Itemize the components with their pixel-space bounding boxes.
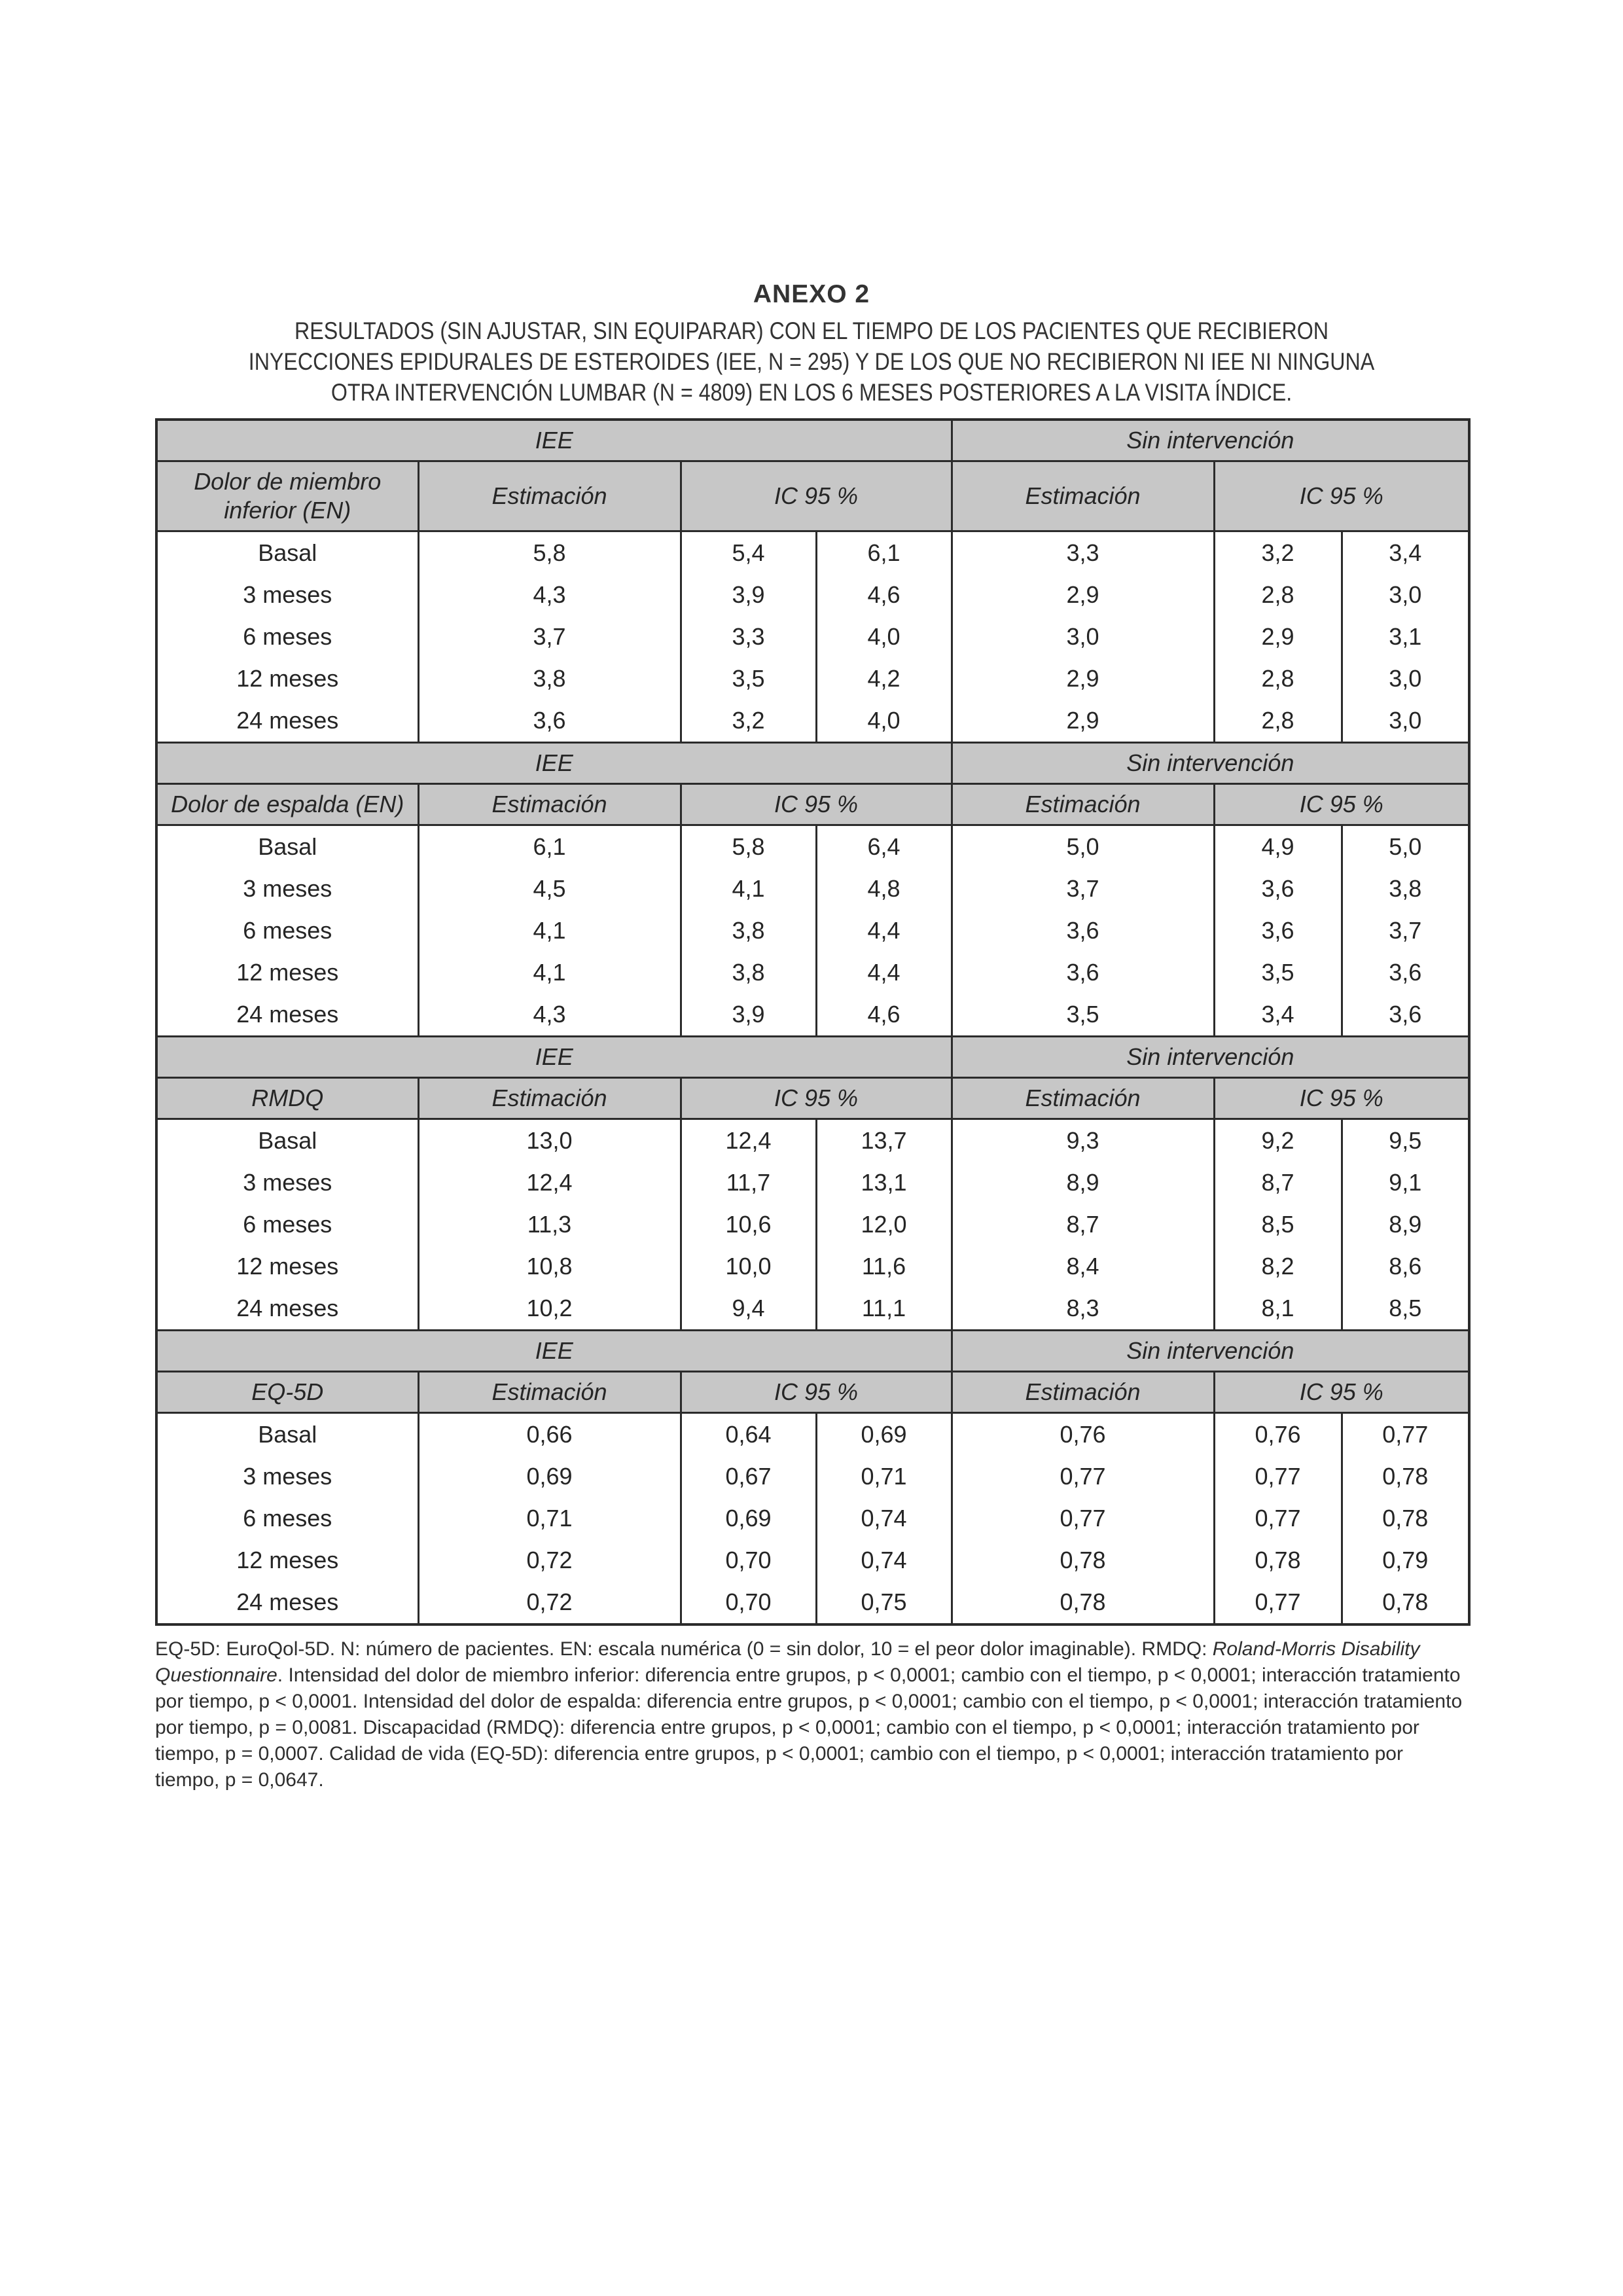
- column-header-row: [156, 784, 1469, 825]
- value-cell: 12,0: [816, 1204, 952, 1246]
- value-cell: 3,0: [1342, 574, 1469, 616]
- estimate-header-no-intervention: Estimación: [952, 1078, 1214, 1119]
- value-cell: 8,3: [952, 1287, 1214, 1331]
- value-cell: 0,67: [681, 1456, 816, 1498]
- value-cell: 0,77: [952, 1456, 1214, 1498]
- value-cell: 4,1: [418, 952, 681, 994]
- value-cell: 0,78: [1342, 1581, 1469, 1624]
- value-cell: 11,7: [681, 1162, 816, 1204]
- value-cell: 2,9: [952, 658, 1214, 700]
- ci-header-no-intervention: IC 95 %: [1214, 1078, 1469, 1119]
- group-header-row: [156, 743, 1469, 784]
- value-cell: 2,9: [952, 700, 1214, 743]
- value-cell: 0,78: [952, 1539, 1214, 1581]
- value-cell: 3,0: [1342, 700, 1469, 743]
- group-header-row: [156, 420, 1469, 461]
- data-row: [156, 1539, 1469, 1581]
- group-header-sin-intervencion: Sin intervención: [952, 743, 1469, 784]
- value-cell: 3,8: [418, 658, 681, 700]
- estimate-header-no-intervention: Estimación: [952, 784, 1214, 825]
- value-cell: 12,4: [418, 1162, 681, 1204]
- group-header-sin-intervencion: Sin intervención: [952, 1037, 1469, 1078]
- value-cell: 8,6: [1342, 1246, 1469, 1287]
- ci-header-no-intervention: IC 95 %: [1214, 1372, 1469, 1413]
- value-cell: 3,2: [1214, 531, 1342, 575]
- value-cell: 2,8: [1214, 574, 1342, 616]
- value-cell: 3,8: [1342, 868, 1469, 910]
- value-cell: 3,6: [1214, 868, 1342, 910]
- data-row: [156, 1581, 1469, 1624]
- value-cell: 0,72: [418, 1581, 681, 1624]
- group-header-sin-intervencion: Sin intervención: [952, 1331, 1469, 1372]
- table-footnote: [155, 1636, 1468, 1793]
- value-cell: 9,4: [681, 1287, 816, 1331]
- value-cell: 10,8: [418, 1246, 681, 1287]
- value-cell: 0,66: [418, 1413, 681, 1456]
- value-cell: 8,4: [952, 1246, 1214, 1287]
- data-row: [156, 574, 1469, 616]
- value-cell: 3,6: [1342, 952, 1469, 994]
- value-cell: 0,71: [816, 1456, 952, 1498]
- data-row: [156, 952, 1469, 994]
- value-cell: 3,3: [952, 531, 1214, 575]
- group-header-iee: IEE: [156, 1331, 952, 1372]
- value-cell: 0,78: [1342, 1456, 1469, 1498]
- estimate-header-no-intervention: Estimación: [952, 1372, 1214, 1413]
- value-cell: 4,5: [418, 868, 681, 910]
- value-cell: 3,6: [952, 952, 1214, 994]
- ci-header-iee: IC 95 %: [681, 1078, 952, 1119]
- timepoint-label: 3 meses: [156, 1162, 418, 1204]
- value-cell: 8,5: [1342, 1287, 1469, 1331]
- value-cell: 3,6: [1342, 994, 1469, 1037]
- value-cell: 4,0: [816, 616, 952, 658]
- timepoint-label: 3 meses: [156, 868, 418, 910]
- group-header-row: [156, 1331, 1469, 1372]
- group-header-row: [156, 1037, 1469, 1078]
- value-cell: 10,0: [681, 1246, 816, 1287]
- value-cell: 4,4: [816, 910, 952, 952]
- value-cell: 8,2: [1214, 1246, 1342, 1287]
- ci-header-no-intervention: IC 95 %: [1214, 784, 1469, 825]
- value-cell: 3,8: [681, 952, 816, 994]
- value-cell: 0,76: [952, 1413, 1214, 1456]
- value-cell: 3,7: [952, 868, 1214, 910]
- value-cell: 0,79: [1342, 1539, 1469, 1581]
- value-cell: 0,78: [952, 1581, 1214, 1624]
- value-cell: 0,78: [1342, 1498, 1469, 1539]
- value-cell: 0,69: [418, 1456, 681, 1498]
- value-cell: 4,1: [681, 868, 816, 910]
- value-cell: 6,1: [418, 825, 681, 869]
- timepoint-label: 12 meses: [156, 1539, 418, 1581]
- value-cell: 4,8: [816, 868, 952, 910]
- timepoint-label: 6 meses: [156, 1204, 418, 1246]
- value-cell: 3,2: [681, 700, 816, 743]
- timepoint-label: 3 meses: [156, 574, 418, 616]
- value-cell: 0,78: [1214, 1539, 1342, 1581]
- footnote-text-1: EQ-5D: EuroQol-5D. N: número de pacientes. EN: escala numérica (0 = sin dolor, 10 = el peor dolor imaginable). RMDQ:: [155, 1638, 1213, 1660]
- value-cell: 8,5: [1214, 1204, 1342, 1246]
- value-cell: 3,7: [418, 616, 681, 658]
- value-cell: 10,2: [418, 1287, 681, 1331]
- value-cell: 3,0: [952, 616, 1214, 658]
- timepoint-label: 6 meses: [156, 616, 418, 658]
- data-row: [156, 994, 1469, 1037]
- value-cell: 3,5: [952, 994, 1214, 1037]
- value-cell: 12,4: [681, 1119, 816, 1162]
- value-cell: 4,2: [816, 658, 952, 700]
- value-cell: 0,70: [681, 1581, 816, 1624]
- value-cell: 0,74: [816, 1498, 952, 1539]
- data-row: [156, 1413, 1469, 1456]
- group-header-sin-intervencion: Sin intervención: [952, 420, 1469, 461]
- value-cell: 0,74: [816, 1539, 952, 1581]
- estimate-header-iee: Estimación: [418, 784, 681, 825]
- ci-header-iee: IC 95 %: [681, 1372, 952, 1413]
- value-cell: 0,77: [1214, 1581, 1342, 1624]
- value-cell: 9,1: [1342, 1162, 1469, 1204]
- value-cell: 3,6: [418, 700, 681, 743]
- subtitle-line-1: RESULTADOS (SIN AJUSTAR, SIN EQUIPARAR) CON EL TIEMPO DE LOS PACIENTES QUE RECIBIERON: [294, 317, 1329, 344]
- value-cell: 9,3: [952, 1119, 1214, 1162]
- timepoint-label: Basal: [156, 531, 418, 575]
- value-cell: 3,6: [1214, 910, 1342, 952]
- value-cell: 0,75: [816, 1581, 952, 1624]
- value-cell: 8,1: [1214, 1287, 1342, 1331]
- footnote-italic-term: Roland-Morris Disability Questionnaire: [155, 1638, 1420, 1686]
- value-cell: 11,3: [418, 1204, 681, 1246]
- value-cell: 13,7: [816, 1119, 952, 1162]
- value-cell: 5,4: [681, 531, 816, 575]
- data-row: [156, 1287, 1469, 1331]
- timepoint-label: 24 meses: [156, 1287, 418, 1331]
- value-cell: 5,8: [418, 531, 681, 575]
- value-cell: 4,6: [816, 574, 952, 616]
- footnote-text-2: . Intensidad del dolor de miembro inferior: diferencia entre grupos, p < 0,0001; cambio con el tiempo, p < 0,0001; interacción tratamiento por tiempo, p < 0,0001. Intensidad del dolor de espalda: diferencia entre grupos, p < 0,0001; cambio con el tiempo, p < 0,0001; interacción tratamiento por tiempo, p = 0,0081. Discapacidad (RMDQ): diferencia entre grupos, p < 0,0001; cambio con el tiempo, p < 0,0001; interacción tratamiento por tiempo, p = 0,0007. Calidad de vida (EQ-5D): diferencia entre grupos, p < 0,0001; cambio con el tiempo, p < 0,0001; interacción tratamiento por tiempo, p = 0,0647.: [155, 1664, 1463, 1791]
- value-cell: 3,5: [681, 658, 816, 700]
- measure-label: Dolor de miembro inferior (EN): [156, 461, 418, 531]
- data-row: [156, 1119, 1469, 1162]
- value-cell: 13,1: [816, 1162, 952, 1204]
- timepoint-label: 24 meses: [156, 700, 418, 743]
- data-row: [156, 1498, 1469, 1539]
- timepoint-label: 12 meses: [156, 1246, 418, 1287]
- value-cell: 4,6: [816, 994, 952, 1037]
- value-cell: 0,71: [418, 1498, 681, 1539]
- ci-header-iee: IC 95 %: [681, 461, 952, 531]
- value-cell: 3,3: [681, 616, 816, 658]
- value-cell: 0,77: [1342, 1413, 1469, 1456]
- value-cell: 6,4: [816, 825, 952, 869]
- value-cell: 4,3: [418, 574, 681, 616]
- timepoint-label: 24 meses: [156, 994, 418, 1037]
- group-header-iee: IEE: [156, 743, 952, 784]
- timepoint-label: Basal: [156, 1119, 418, 1162]
- value-cell: 6,1: [816, 531, 952, 575]
- value-cell: 3,7: [1342, 910, 1469, 952]
- timepoint-label: 3 meses: [156, 1456, 418, 1498]
- value-cell: 0,69: [681, 1498, 816, 1539]
- data-row: [156, 1456, 1469, 1498]
- data-row: [156, 700, 1469, 743]
- estimate-header-iee: Estimación: [418, 1078, 681, 1119]
- value-cell: 10,6: [681, 1204, 816, 1246]
- timepoint-label: Basal: [156, 825, 418, 869]
- value-cell: 4,9: [1214, 825, 1342, 869]
- value-cell: 8,9: [952, 1162, 1214, 1204]
- value-cell: 0,70: [681, 1539, 816, 1581]
- estimate-header-iee: Estimación: [418, 461, 681, 531]
- timepoint-label: 24 meses: [156, 1581, 418, 1624]
- value-cell: 2,8: [1214, 700, 1342, 743]
- value-cell: 0,77: [1214, 1498, 1342, 1539]
- value-cell: 3,9: [681, 994, 816, 1037]
- value-cell: 9,5: [1342, 1119, 1469, 1162]
- value-cell: 2,9: [1214, 616, 1342, 658]
- ci-header-iee: IC 95 %: [681, 784, 952, 825]
- annex-title: ANEXO 2: [753, 280, 870, 308]
- timepoint-label: 6 meses: [156, 910, 418, 952]
- value-cell: 3,6: [952, 910, 1214, 952]
- estimate-header-iee: Estimación: [418, 1372, 681, 1413]
- subtitle-line-3: OTRA INTERVENCIÓN LUMBAR (N = 4809) EN LOS 6 MESES POSTERIORES A LA VISITA ÍNDICE.: [330, 379, 1293, 406]
- value-cell: 11,6: [816, 1246, 952, 1287]
- value-cell: 5,0: [1342, 825, 1469, 869]
- column-header-row: [156, 461, 1469, 531]
- value-cell: 4,3: [418, 994, 681, 1037]
- value-cell: 3,1: [1342, 616, 1469, 658]
- value-cell: 4,0: [816, 700, 952, 743]
- column-header-row: [156, 1372, 1469, 1413]
- value-cell: 2,8: [1214, 658, 1342, 700]
- value-cell: 0,72: [418, 1539, 681, 1581]
- results-table: [155, 418, 1471, 1626]
- data-row: [156, 1204, 1469, 1246]
- value-cell: 0,77: [952, 1498, 1214, 1539]
- value-cell: 0,69: [816, 1413, 952, 1456]
- annex-subtitle: [155, 315, 1468, 408]
- value-cell: 8,7: [1214, 1162, 1342, 1204]
- value-cell: 11,1: [816, 1287, 952, 1331]
- value-cell: 5,8: [681, 825, 816, 869]
- data-row: [156, 1246, 1469, 1287]
- value-cell: 9,2: [1214, 1119, 1342, 1162]
- value-cell: 13,0: [418, 1119, 681, 1162]
- value-cell: 0,64: [681, 1413, 816, 1456]
- measure-label: Dolor de espalda (EN): [156, 784, 418, 825]
- timepoint-label: 12 meses: [156, 952, 418, 994]
- value-cell: 0,76: [1214, 1413, 1342, 1456]
- column-header-row: [156, 1078, 1469, 1119]
- value-cell: 3,5: [1214, 952, 1342, 994]
- measure-label: RMDQ: [156, 1078, 418, 1119]
- annex-content: [155, 280, 1468, 1793]
- estimate-header-no-intervention: Estimación: [952, 461, 1214, 531]
- value-cell: 4,4: [816, 952, 952, 994]
- measure-label: EQ-5D: [156, 1372, 418, 1413]
- subtitle-line-2: INYECCIONES EPIDURALES DE ESTEROIDES (IEE, N = 295) Y DE LOS QUE NO RECIBIERON NI IEE NI NINGUNA: [248, 348, 1375, 375]
- data-row: [156, 1162, 1469, 1204]
- value-cell: 4,1: [418, 910, 681, 952]
- data-row: [156, 658, 1469, 700]
- value-cell: 3,9: [681, 574, 816, 616]
- timepoint-label: Basal: [156, 1413, 418, 1456]
- value-cell: 3,0: [1342, 658, 1469, 700]
- value-cell: 0,77: [1214, 1456, 1342, 1498]
- value-cell: 3,4: [1342, 531, 1469, 575]
- data-row: [156, 531, 1469, 575]
- data-row: [156, 825, 1469, 869]
- data-row: [156, 868, 1469, 910]
- data-row: [156, 616, 1469, 658]
- group-header-iee: IEE: [156, 1037, 952, 1078]
- value-cell: 3,8: [681, 910, 816, 952]
- value-cell: 2,9: [952, 574, 1214, 616]
- value-cell: 8,7: [952, 1204, 1214, 1246]
- timepoint-label: 6 meses: [156, 1498, 418, 1539]
- data-row: [156, 910, 1469, 952]
- value-cell: 5,0: [952, 825, 1214, 869]
- value-cell: 3,4: [1214, 994, 1342, 1037]
- value-cell: 8,9: [1342, 1204, 1469, 1246]
- group-header-iee: IEE: [156, 420, 952, 461]
- ci-header-no-intervention: IC 95 %: [1214, 461, 1469, 531]
- timepoint-label: 12 meses: [156, 658, 418, 700]
